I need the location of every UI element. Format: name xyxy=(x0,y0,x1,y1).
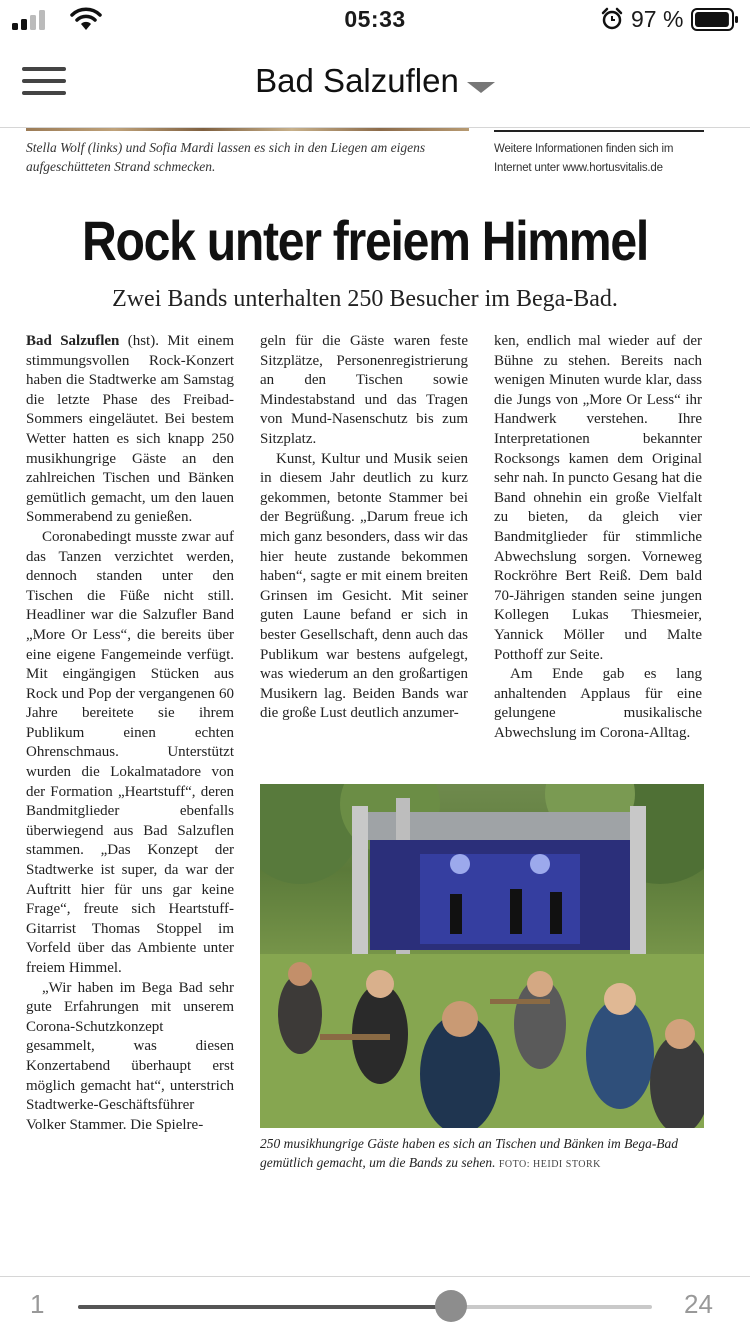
page-slider-progress xyxy=(78,1305,451,1309)
article-subheadline: Zwei Bands unterhalten 250 Besucher im Bega-Bad. xyxy=(112,286,618,312)
previous-photo-edge xyxy=(26,128,469,131)
battery-percentage: 97 % xyxy=(631,6,684,32)
page-slider-bar xyxy=(0,1276,750,1334)
paragraph: ken, endlich mal wieder auf der Bühne zu stehen. Bereits nach wenigen Minuten wurde klar, dass die Jungs von „More Or Less“ ihr Handwerk verstehen. Ihre Interpretationen bekannter Rocksongs kamen dem Original sehr nah. In puncto Gesang hat die Band ohnehin ein große Vielfalt zu bieten, da gleich vier Bandmitglieder für stimmliche Abwechslung sorgen. Vorneweg Rockröhre Bert Reiß. Dem bald 70-Jährigen standen seine jungen Kollegen Lukas Thiesmeier, Yannick Möller und Malte Potthoff zur Seite. xyxy=(494,333,702,663)
info-box: Weitere Informationen finden sich im Internet unter www.hortusvitalis.de xyxy=(494,143,674,174)
info-box-rule xyxy=(494,130,704,132)
article-headline: Rock unter freiem Himmel xyxy=(82,209,648,272)
navigation-bar xyxy=(0,40,750,128)
battery-icon xyxy=(691,8,739,31)
previous-photo-caption: Stella Wolf (links) und Sofia Mardi lassen es sich in den Liegen am eigens aufgeschütteten Strand schmecken. xyxy=(26,140,426,174)
paragraph: geln für die Gäste waren feste Sitzplätze, Personenregistrierung an den Tischen sowie Mindestabstand und das Tragen von Mund-Nasenschutz bis zum Sitzplatz. xyxy=(260,333,468,447)
photo-caption: 250 musikhungrige Gäste haben es sich an Tischen und Bänken im Bega-Bad gemütlich gemacht, um die Bands zu sehen. FOTO: HEIDI STORK xyxy=(260,1136,679,1170)
dateline: Bad Salzuflen xyxy=(26,333,120,349)
page-slider-track[interactable] xyxy=(78,1305,652,1309)
paragraph: Coronabedingt musste zwar auf das Tanzen verzichtet werden, dennoch standen unter den Tischen die Füße nicht still. Headliner war die Salzufler Band „More Or Less“, die bereits über eine eigene Fangemeinde verfügt. Mit eingängigen Stücken aus Rock und Pop der vergangenen 60 Jahre bereitete sie ihrem Publikum einen echten Ohrenschmaus. Unterstützt wurden die Lokalmatadore von der Formation „Heartstuff“, deren Bandmitglieder ebenfalls überwiegend aus Bad Salzuflen stammen. „Das Konzept der Stadtwerke ist super, da war der Auftritt hier für uns gar keine Frage“, freute sich Heartstuff-Gitarrist Thomas Stoppel im Vorfeld über das Ambiente unter freiem Himmel. xyxy=(26,528,234,976)
first-page-number: 1 xyxy=(30,1289,45,1319)
page-slider-thumb[interactable] xyxy=(435,1290,467,1322)
paragraph: „Wir haben im Bega Bad sehr gute Erfahrungen mit unserem Corona-Schutzkonzept gesammelt, was diesen Konzertabend überhaupt erst möglich gemacht hat“, unterstrich Stadtwerke-Geschäftsführer Volker Stammer. Die Spielre- xyxy=(26,979,234,1133)
paragraph: Bad Salzuflen (hst). Mit einem stimmungsvollen Rock-Konzert haben die Stadtwerke am Samstag die letzte Phase des Freibad-Sommers eingeläutet. Bei bestem Wetter hatten es sich knapp 250 musikhungrige Gäste an den zahlreichen Tischen und Bänken gemütlich gemacht, um den lauen Sommerabend zu genießen. xyxy=(26,333,234,526)
newspaper-page[interactable] xyxy=(26,128,704,1178)
last-page-number: 24 xyxy=(684,1289,713,1319)
alarm-icon xyxy=(600,7,624,31)
edition-title: Bad Salzuflen xyxy=(255,62,459,99)
article-column-1 xyxy=(26,332,234,1135)
paragraph: Am Ende gab es lang anhaltenden Applaus für eine gelungene musikalische Abwechslung im Corona-Alltag. xyxy=(494,666,702,741)
status-time: 05:33 xyxy=(344,6,406,32)
article-column-2 xyxy=(260,332,468,768)
article-column-3 xyxy=(494,332,702,768)
edition-selector[interactable] xyxy=(0,62,750,100)
photo-credit: FOTO: HEIDI STORK xyxy=(498,1159,601,1170)
status-bar xyxy=(0,0,750,40)
chevron-down-icon xyxy=(467,82,495,93)
concert-photo xyxy=(260,784,704,1128)
paragraph: Kunst, Kultur und Musik seien in diesem Jahr deutlich zu kurz gekommen, betonte Stammer bei der Begrüßung. „Darum freue ich mich ganz besonders, dass wir das hier heute zustande bekommen haben“, sagte er mit einem breiten Grinsen im Gesicht. Mit seiner guten Laune befand er sich in bester Gesellschaft, denn auch das Publikum war bestens aufgelegt, was wiederum an den großartigen Musikern lag. Beiden Bands war die große Lust deutlich anzumer- xyxy=(260,450,468,722)
